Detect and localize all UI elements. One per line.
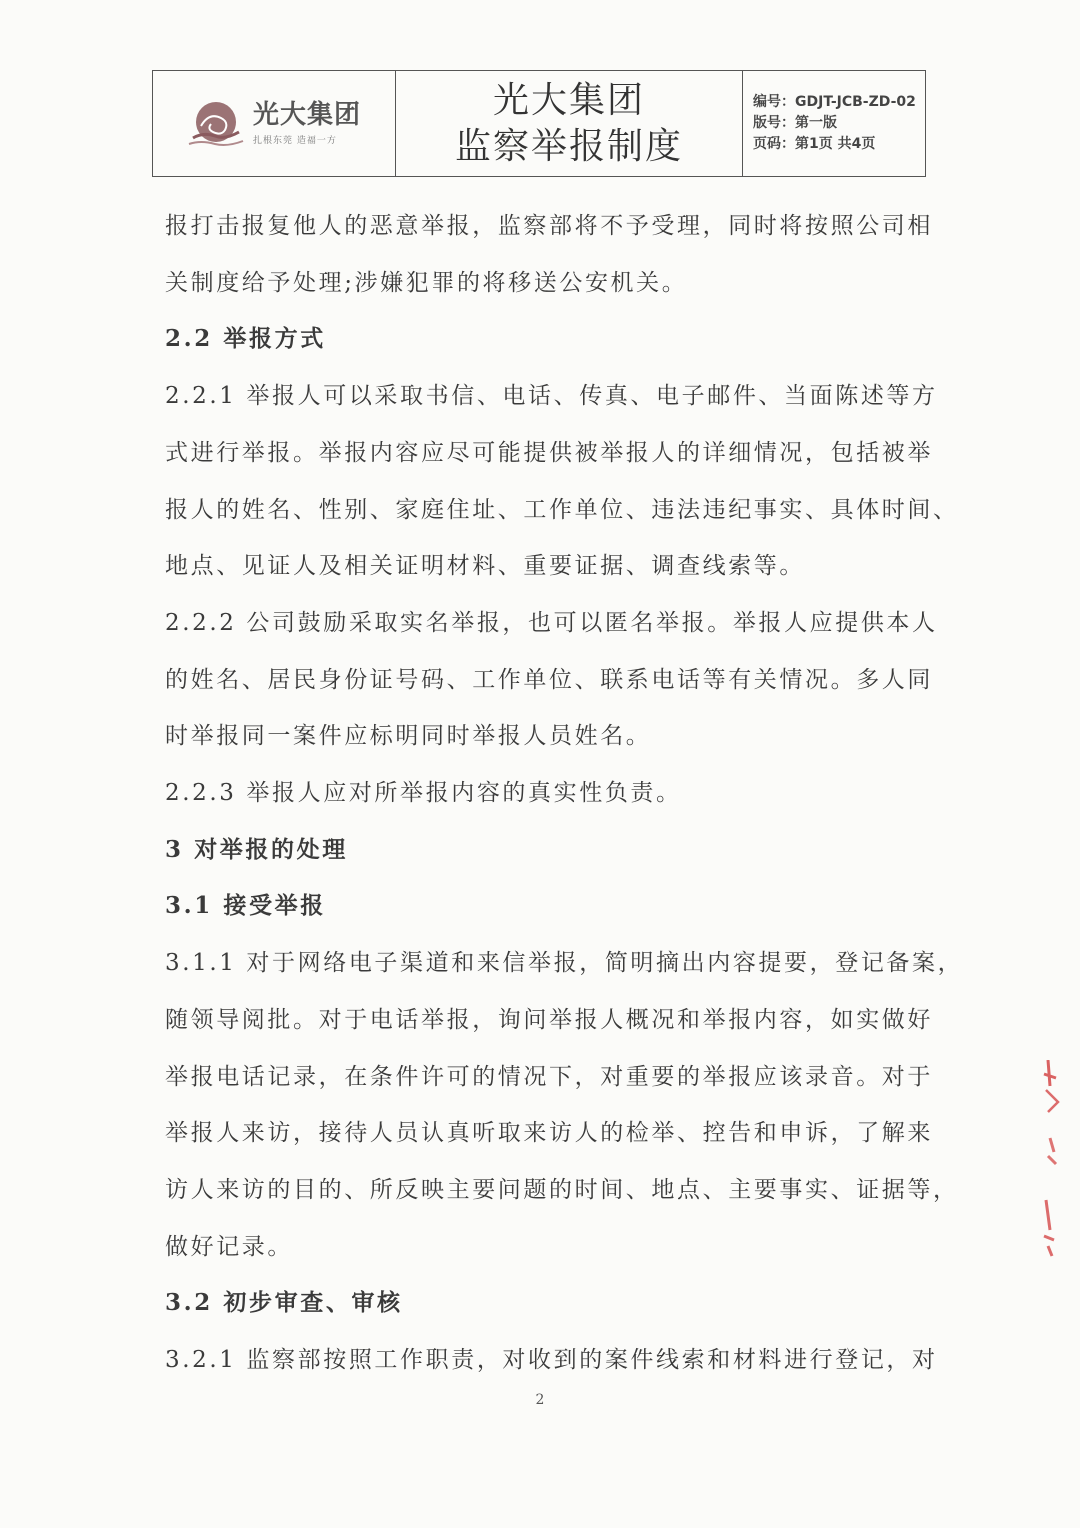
body-line: 做好记录。 — [165, 1233, 293, 1260]
doc-code: 编号：GDJT-JCB-ZD-02 — [753, 94, 916, 110]
body-line: 的姓名、居民身份证号码、工作单位、联系电话等有关情况。多人同 — [165, 666, 933, 693]
section-heading: 3.1 接受举报 — [165, 892, 326, 920]
document-header — [152, 70, 926, 177]
section-heading: 3 对举报的处理 — [165, 835, 348, 863]
body-line: 访人来访的目的、所反映主要问题的时间、地点、主要事实、证据等， — [165, 1176, 959, 1203]
meta-cell — [743, 71, 925, 176]
body-line: 2.2.1 举报人可以采取书信、电话、传真、电子邮件、当面陈述等方 — [165, 383, 938, 410]
doc-page-info: 页码：第1页 共4页 — [753, 136, 876, 152]
doc-title-line2: 监察举报制度 — [454, 125, 683, 167]
body-line: 地点、见证人及相关证明材料、重要证据、调查线索等。 — [165, 553, 805, 580]
doc-title-line1: 光大集团 — [492, 79, 645, 121]
body-line: 报人的姓名、性别、家庭住址、工作单位、违法违纪事实、具体时间、 — [165, 496, 959, 523]
body-line: 2.2.3 举报人应对所举报内容的真实性负责。 — [165, 780, 682, 807]
body-line: 时举报同一案件应标明同时举报人员姓名。 — [165, 723, 652, 750]
body-line: 随领导阅批。对于电话举报，询问举报人概况和举报内容，如实做好 — [165, 1006, 933, 1033]
logo-cell — [153, 71, 396, 176]
section-heading: 2.2 举报方式 — [165, 325, 326, 353]
body-line: 报打击报复他人的恶意举报，监察部将不予受理，同时将按照公司相 — [165, 213, 933, 239]
body-line: 2.2.2 公司鼓励采取实名举报，也可以匿名举报。举报人应提供本人 — [165, 609, 938, 636]
seal-stamp-icon — [1040, 1060, 1070, 1274]
body-line: 举报电话记录，在条件许可的情况下，对重要的举报应该录音。对于 — [165, 1063, 933, 1090]
body-line: 3.2.1 监察部按照工作职责，对收到的案件线索和材料进行登记，对 — [165, 1347, 938, 1374]
section-heading: 3.2 初步审查、审核 — [165, 1289, 403, 1317]
doc-version: 版号：第一版 — [753, 115, 837, 131]
body-line: 关制度给予处理;涉嫌犯罪的将移送公安机关。 — [165, 269, 688, 296]
page-number: 2 — [535, 1392, 545, 1408]
body-line: 3.1.1 对于网络电子渠道和来信举报，简明摘出内容提要，登记备案， — [165, 950, 964, 977]
body-line: 式进行举报。举报内容应尽可能提供被举报人的详细情况，包括被举 — [165, 439, 933, 466]
company-name: 光大集团 — [252, 100, 361, 131]
company-slogan: 扎根东莞 造福一方 — [252, 135, 337, 146]
body-line: 举报人来访，接待人员认真听取来访人的检举、控告和申诉，了解来 — [165, 1120, 933, 1147]
logo-text — [253, 101, 361, 146]
title-cell — [396, 71, 743, 176]
document-body — [165, 198, 964, 1389]
company-logo-icon — [187, 98, 245, 150]
